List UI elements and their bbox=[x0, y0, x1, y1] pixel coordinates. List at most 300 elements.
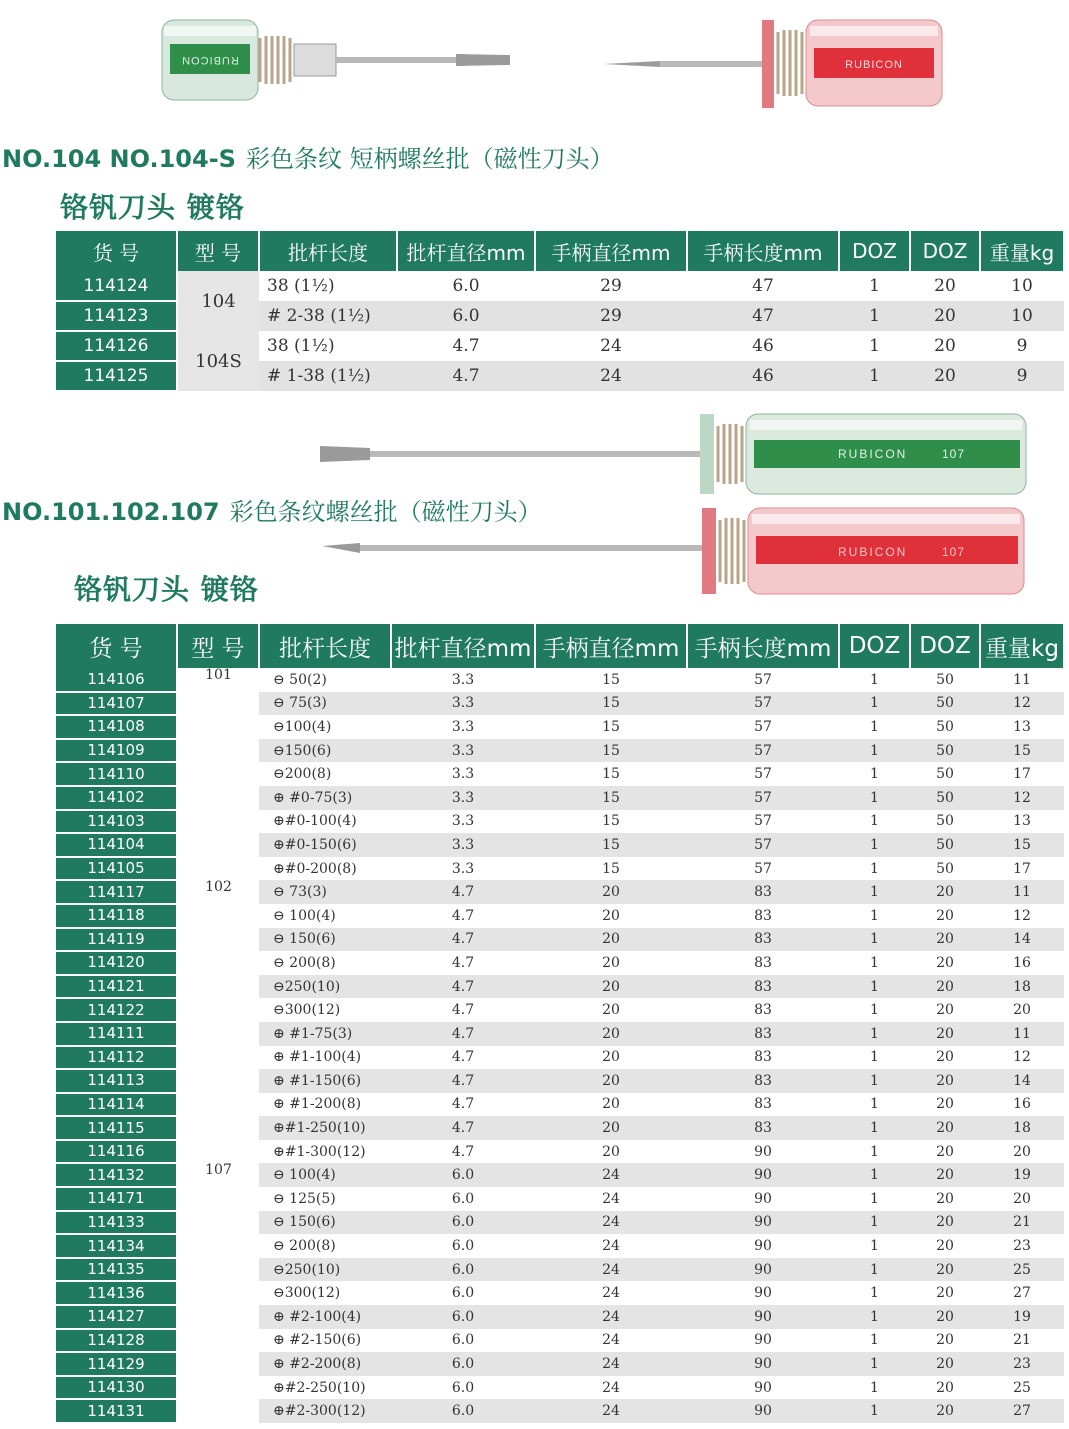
blade-diameter: 4.7 bbox=[391, 880, 535, 904]
product-code: 114121 bbox=[56, 975, 177, 999]
doz-outer: 20 bbox=[936, 1002, 954, 1019]
weight: 16 bbox=[1013, 1096, 1031, 1113]
doz-inner: 1 bbox=[839, 1163, 910, 1187]
handle-length: 46 bbox=[752, 336, 774, 356]
weight: 18 bbox=[980, 975, 1064, 999]
weight: 15 bbox=[980, 739, 1064, 763]
model-number: 107 bbox=[177, 1163, 259, 1423]
blade-diameter: 4.7 bbox=[451, 1096, 475, 1113]
doz-outer: 20 bbox=[934, 336, 956, 356]
doz-inner: 1 bbox=[839, 1211, 910, 1235]
header-blade-diameter: 批杆直径mm bbox=[391, 624, 535, 668]
handle-length: 90 bbox=[754, 1238, 772, 1255]
product-code: 114132 bbox=[56, 1163, 177, 1187]
doz-outer: 20 bbox=[936, 1096, 954, 1113]
blade-diameter: 4.7 bbox=[451, 1002, 475, 1019]
doz-inner: 1 bbox=[870, 1049, 879, 1066]
handle-length: 83 bbox=[754, 907, 772, 924]
model-number: 101 bbox=[177, 668, 259, 880]
product-code: 114107 bbox=[56, 692, 177, 716]
blade-diameter: 3.3 bbox=[451, 718, 475, 735]
blade-diameter: 4.7 bbox=[391, 928, 535, 952]
header-doz: DOZ bbox=[910, 624, 980, 668]
doz-inner: 1 bbox=[870, 1002, 879, 1019]
handle-diameter: 29 bbox=[535, 301, 687, 331]
weight: 12 bbox=[1013, 1049, 1031, 1066]
doz-outer: 20 bbox=[910, 1116, 980, 1140]
blade-diameter: 6.0 bbox=[451, 1238, 475, 1255]
product-code: 114122 bbox=[56, 998, 177, 1022]
handle-length: 90 bbox=[754, 1379, 772, 1396]
handle-diameter: 24 bbox=[602, 1379, 620, 1396]
product-code: 114103 bbox=[56, 810, 177, 834]
blade-length: ⊖ 200(8) bbox=[273, 954, 336, 971]
blade-diameter: 3.3 bbox=[391, 786, 535, 810]
product-code: 114119 bbox=[56, 928, 177, 952]
doz-inner: 1 bbox=[870, 718, 879, 735]
weight: 19 bbox=[980, 1163, 1064, 1187]
weight: 20 bbox=[1013, 1002, 1031, 1019]
blade-diameter: 6.0 bbox=[451, 1379, 475, 1396]
doz-outer: 20 bbox=[910, 975, 980, 999]
blade-length: ⊕ #2-200(8) bbox=[259, 1352, 391, 1376]
handle-length: 90 bbox=[754, 1143, 772, 1160]
table-header-row bbox=[56, 231, 1064, 271]
handle-diameter: 20 bbox=[535, 1069, 687, 1093]
product-code: 114134 bbox=[56, 1234, 177, 1258]
product-code: 114124 bbox=[56, 271, 177, 301]
handle-diameter: 24 bbox=[535, 361, 687, 391]
blade-length: ⊖300(12) bbox=[273, 1285, 341, 1302]
product-code: 114102 bbox=[56, 786, 177, 810]
blade-diameter: 6.0 bbox=[391, 1352, 535, 1376]
blade-diameter: 4.7 bbox=[451, 1143, 475, 1160]
blade-length: ⊖ 150(6) bbox=[259, 928, 391, 952]
weight: 21 bbox=[1013, 1332, 1031, 1349]
handle-diameter: 24 bbox=[602, 1190, 620, 1207]
weight: 9 bbox=[1016, 336, 1028, 356]
doz-outer: 20 bbox=[936, 907, 954, 924]
table-row bbox=[56, 331, 1064, 361]
long-green-flat-screwdriver-image bbox=[318, 410, 1030, 498]
header-handle-length: 手柄长度mm bbox=[687, 624, 839, 668]
doz-inner: 1 bbox=[870, 813, 879, 830]
handle-length: 90 bbox=[754, 1190, 772, 1207]
blade-diameter: 6.0 bbox=[391, 1258, 535, 1282]
handle-diameter: 20 bbox=[602, 1096, 620, 1113]
blade-length: ⊕#1-250(10) bbox=[259, 1116, 391, 1140]
handle-diameter: 15 bbox=[535, 833, 687, 857]
doz-inner: 1 bbox=[839, 1069, 910, 1093]
doz-outer: 50 bbox=[936, 766, 954, 783]
handle-diameter: 20 bbox=[602, 1002, 620, 1019]
doz-inner: 1 bbox=[839, 928, 910, 952]
blade-diameter: 4.7 bbox=[451, 1049, 475, 1066]
doz-inner: 1 bbox=[870, 1190, 879, 1207]
handle-length: 83 bbox=[687, 1116, 839, 1140]
product-code: 114171 bbox=[56, 1187, 177, 1211]
table-row bbox=[56, 271, 1064, 301]
weight: 12 bbox=[980, 786, 1064, 810]
doz-inner: 1 bbox=[839, 361, 910, 391]
doz-inner: 1 bbox=[839, 1399, 910, 1423]
doz-outer: 50 bbox=[910, 786, 980, 810]
handle-diameter: 24 bbox=[535, 1211, 687, 1235]
doz-outer: 20 bbox=[910, 1163, 980, 1187]
handle-length: 83 bbox=[754, 1002, 772, 1019]
weight: 15 bbox=[980, 833, 1064, 857]
doz-inner: 1 bbox=[870, 1379, 879, 1396]
doz-inner: 1 bbox=[839, 1116, 910, 1140]
blade-diameter: 3.3 bbox=[391, 739, 535, 763]
blade-length: ⊕ #2-100(4) bbox=[259, 1305, 391, 1329]
blade-length: ⊖150(6) bbox=[259, 739, 391, 763]
blade-diameter: 4.7 bbox=[391, 1069, 535, 1093]
doz-outer: 20 bbox=[910, 1258, 980, 1282]
handle-diameter: 15 bbox=[602, 671, 620, 688]
doz-outer: 50 bbox=[936, 671, 954, 688]
doz-outer: 20 bbox=[936, 1143, 954, 1160]
doz-inner: 1 bbox=[870, 860, 879, 877]
doz-outer: 20 bbox=[934, 276, 956, 296]
blade-diameter: 6.0 bbox=[391, 1305, 535, 1329]
table-row bbox=[56, 1163, 1064, 1187]
blade-diameter: 3.3 bbox=[451, 671, 475, 688]
short-red-phillips-screwdriver-image bbox=[600, 14, 950, 112]
model-number: 104S bbox=[177, 331, 259, 391]
handle-length: 90 bbox=[754, 1332, 772, 1349]
product-code: 114105 bbox=[56, 857, 177, 881]
weight: 27 bbox=[980, 1399, 1064, 1423]
doz-inner: 1 bbox=[839, 975, 910, 999]
weight: 17 bbox=[1013, 766, 1031, 783]
blade-length: 38 (1½) bbox=[267, 276, 335, 296]
weight: 12 bbox=[1013, 907, 1031, 924]
weight: 23 bbox=[980, 1352, 1064, 1376]
blade-diameter: 3.3 bbox=[451, 766, 475, 783]
brand-label: RUBICON bbox=[838, 545, 908, 559]
handle-diameter: 24 bbox=[535, 1305, 687, 1329]
blade-diameter: 3.3 bbox=[451, 813, 475, 830]
weight: 11 bbox=[980, 880, 1064, 904]
product-code: 114110 bbox=[56, 762, 177, 786]
doz-inner: 1 bbox=[870, 1285, 879, 1302]
blade-length: ⊕ #2-150(6) bbox=[273, 1332, 362, 1349]
product-code: 114125 bbox=[56, 361, 177, 391]
header-code: 货 号 bbox=[56, 231, 177, 271]
doz-inner: 1 bbox=[839, 1258, 910, 1282]
section2-subtitle: 铬钒刀头 镀铬 bbox=[74, 573, 259, 606]
product-code: 114108 bbox=[56, 715, 177, 739]
blade-length: ⊖ 100(4) bbox=[273, 907, 336, 924]
doz-outer: 20 bbox=[910, 928, 980, 952]
header-blade-length: 批杆长度 bbox=[259, 231, 397, 271]
header-handle-diameter: 手柄直径mm bbox=[535, 231, 687, 271]
weight: 25 bbox=[980, 1258, 1064, 1282]
blade-length: ⊖ 50(2) bbox=[273, 671, 327, 688]
product-code: 114131 bbox=[56, 1399, 177, 1423]
doz-outer: 20 bbox=[936, 1379, 954, 1396]
blade-length: ⊖300(12) bbox=[273, 1002, 341, 1019]
doz-inner: 1 bbox=[870, 671, 879, 688]
blade-diameter: 3.3 bbox=[391, 692, 535, 716]
handle-diameter: 15 bbox=[535, 786, 687, 810]
weight: 17 bbox=[1013, 860, 1031, 877]
weight: 14 bbox=[980, 1069, 1064, 1093]
handle-length: 47 bbox=[687, 301, 839, 331]
product-code: 114116 bbox=[56, 1140, 177, 1164]
product-code: 114127 bbox=[56, 1305, 177, 1329]
doz-outer: 20 bbox=[910, 1069, 980, 1093]
short-green-flat-screwdriver-image bbox=[160, 14, 520, 106]
product-code: 114106 bbox=[56, 668, 177, 692]
blade-diameter: 6.0 bbox=[391, 1211, 535, 1235]
weight: 18 bbox=[980, 1116, 1064, 1140]
doz-outer: 20 bbox=[910, 361, 980, 391]
weight: 12 bbox=[980, 692, 1064, 716]
weight: 25 bbox=[1013, 1379, 1031, 1396]
doz-inner: 1 bbox=[839, 1022, 910, 1046]
doz-outer: 20 bbox=[910, 1305, 980, 1329]
blade-diameter: 6.0 bbox=[397, 301, 535, 331]
product-code: 114135 bbox=[56, 1258, 177, 1282]
doz-inner: 1 bbox=[870, 907, 879, 924]
product-code: 114136 bbox=[56, 1281, 177, 1305]
blade-diameter: 4.7 bbox=[451, 907, 475, 924]
header-weight: 重量kg bbox=[980, 231, 1064, 271]
handle-length: 83 bbox=[754, 954, 772, 971]
doz-outer: 20 bbox=[910, 301, 980, 331]
header-model: 型 号 bbox=[177, 624, 259, 668]
blade-length: ⊖ 125(5) bbox=[273, 1190, 336, 1207]
handle-diameter: 29 bbox=[600, 276, 622, 296]
blade-diameter: 3.3 bbox=[451, 860, 475, 877]
weight: 21 bbox=[980, 1211, 1064, 1235]
header-handle-diameter: 手柄直径mm bbox=[535, 624, 687, 668]
product-code: 114130 bbox=[56, 1376, 177, 1400]
blade-diameter: 4.7 bbox=[452, 336, 480, 356]
doz-inner: 1 bbox=[839, 786, 910, 810]
handle-length: 90 bbox=[687, 1258, 839, 1282]
handle-length: 83 bbox=[754, 1049, 772, 1066]
weight: 20 bbox=[1013, 1143, 1031, 1160]
model-number: 104 bbox=[177, 271, 259, 331]
product-code: 114120 bbox=[56, 951, 177, 975]
blade-diameter: 6.0 bbox=[391, 1399, 535, 1423]
doz-outer: 20 bbox=[910, 1211, 980, 1235]
blade-length: ⊖100(4) bbox=[273, 718, 332, 735]
blade-length: ⊕#0-100(4) bbox=[273, 813, 357, 830]
blade-diameter: 4.7 bbox=[397, 361, 535, 391]
weight: 13 bbox=[1013, 813, 1031, 830]
doz-outer: 50 bbox=[910, 692, 980, 716]
blade-length: ⊕ #1-75(3) bbox=[259, 1022, 391, 1046]
header-blade-length: 批杆长度 bbox=[259, 624, 391, 668]
product-code: 114129 bbox=[56, 1352, 177, 1376]
weight: 9 bbox=[980, 361, 1064, 391]
header-blade-diameter: 批杆直径mm bbox=[397, 231, 535, 271]
handle-diameter: 24 bbox=[602, 1332, 620, 1349]
handle-number: 107 bbox=[942, 545, 966, 559]
handle-length: 83 bbox=[687, 975, 839, 999]
handle-length: 57 bbox=[754, 766, 772, 783]
handle-length: 57 bbox=[754, 860, 772, 877]
blade-length: ⊖ 150(6) bbox=[259, 1211, 391, 1235]
spec-table-101-102-107 bbox=[56, 624, 1065, 1424]
weight: 10 bbox=[980, 301, 1064, 331]
doz-inner: 1 bbox=[839, 880, 910, 904]
weight: 14 bbox=[980, 928, 1064, 952]
handle-length: 57 bbox=[754, 813, 772, 830]
handle-diameter: 24 bbox=[535, 1163, 687, 1187]
doz-outer: 20 bbox=[936, 1049, 954, 1066]
brand-label: RUBICON bbox=[838, 447, 908, 461]
section2-title bbox=[2, 492, 542, 527]
handle-diameter: 20 bbox=[602, 1049, 620, 1066]
spec-table-104 bbox=[56, 231, 1065, 392]
doz-inner: 1 bbox=[839, 692, 910, 716]
doz-outer: 50 bbox=[910, 833, 980, 857]
blade-length: ⊖250(10) bbox=[259, 1258, 391, 1282]
blade-diameter: 3.3 bbox=[391, 833, 535, 857]
header-model: 型 号 bbox=[177, 231, 259, 271]
handle-length: 57 bbox=[687, 739, 839, 763]
blade-length: ⊕#1-300(12) bbox=[273, 1143, 366, 1160]
handle-diameter: 20 bbox=[602, 907, 620, 924]
doz-inner: 1 bbox=[839, 739, 910, 763]
doz-inner: 1 bbox=[870, 1143, 879, 1160]
handle-length: 57 bbox=[754, 718, 772, 735]
handle-length: 90 bbox=[687, 1211, 839, 1235]
handle-length: 83 bbox=[687, 1022, 839, 1046]
weight: 23 bbox=[1013, 1238, 1031, 1255]
blade-length: ⊖200(8) bbox=[273, 766, 332, 783]
doz-inner: 1 bbox=[870, 1332, 879, 1349]
doz-outer: 20 bbox=[936, 1332, 954, 1349]
product-code: 114128 bbox=[56, 1329, 177, 1353]
product-description: 彩色条纹 短柄螺丝批（磁性刀头） bbox=[245, 145, 614, 173]
product-code: 114126 bbox=[56, 331, 177, 361]
handle-diameter: 15 bbox=[602, 766, 620, 783]
handle-diameter: 20 bbox=[535, 975, 687, 999]
doz-outer: 50 bbox=[936, 813, 954, 830]
doz-inner: 1 bbox=[870, 1096, 879, 1113]
blade-length: # 2-38 (1½) bbox=[259, 301, 397, 331]
blade-diameter: 6.0 bbox=[391, 1163, 535, 1187]
handle-diameter: 24 bbox=[535, 1399, 687, 1423]
handle-diameter: 15 bbox=[602, 813, 620, 830]
doz-inner: 1 bbox=[839, 301, 910, 331]
handle-length: 90 bbox=[754, 1285, 772, 1302]
handle-length: 57 bbox=[687, 833, 839, 857]
doz-inner: 1 bbox=[870, 954, 879, 971]
doz-inner: 1 bbox=[869, 276, 880, 296]
blade-length: ⊕#2-300(12) bbox=[259, 1399, 391, 1423]
weight: 10 bbox=[1011, 276, 1033, 296]
handle-length: 46 bbox=[687, 361, 839, 391]
weight: 20 bbox=[1013, 1190, 1031, 1207]
blade-diameter: 6.0 bbox=[451, 1285, 475, 1302]
doz-outer: 20 bbox=[936, 1285, 954, 1302]
doz-inner: 1 bbox=[839, 1305, 910, 1329]
header-code: 货 号 bbox=[56, 624, 177, 668]
section1-subtitle: 铬钒刀头 镀铬 bbox=[60, 191, 245, 224]
header-handle-length: 手柄长度mm bbox=[687, 231, 839, 271]
blade-diameter: 4.7 bbox=[391, 1022, 535, 1046]
weight: 19 bbox=[980, 1305, 1064, 1329]
doz-outer: 20 bbox=[936, 1238, 954, 1255]
handle-length: 57 bbox=[687, 786, 839, 810]
handle-length: 83 bbox=[687, 880, 839, 904]
handle-length: 90 bbox=[687, 1163, 839, 1187]
brand-label: RUBICON bbox=[845, 59, 903, 71]
handle-length: 83 bbox=[687, 928, 839, 952]
doz-outer: 50 bbox=[910, 739, 980, 763]
blade-length: ⊕ #1-200(8) bbox=[273, 1096, 362, 1113]
header-doz: DOZ bbox=[910, 231, 980, 271]
handle-diameter: 20 bbox=[535, 1022, 687, 1046]
header-doz: DOZ bbox=[839, 231, 910, 271]
header-doz: DOZ bbox=[839, 624, 910, 668]
product-code: 114118 bbox=[56, 904, 177, 928]
blade-length: ⊖250(10) bbox=[259, 975, 391, 999]
product-code: 114109 bbox=[56, 739, 177, 763]
model-numbers: NO.101.102.107 bbox=[2, 498, 220, 526]
blade-length: ⊖ 200(8) bbox=[273, 1238, 336, 1255]
product-code: 114114 bbox=[56, 1093, 177, 1117]
handle-length: 90 bbox=[687, 1305, 839, 1329]
blade-diameter: 4.7 bbox=[391, 1116, 535, 1140]
handle-diameter: 24 bbox=[535, 1258, 687, 1282]
doz-outer: 20 bbox=[936, 1190, 954, 1207]
table-header-row bbox=[56, 624, 1064, 668]
product-code: 114113 bbox=[56, 1069, 177, 1093]
blade-diameter: 6.0 bbox=[451, 1332, 475, 1349]
doz-outer: 20 bbox=[910, 1399, 980, 1423]
doz-outer: 50 bbox=[936, 718, 954, 735]
blade-length: ⊕#0-150(6) bbox=[259, 833, 391, 857]
weight: 13 bbox=[1013, 718, 1031, 735]
handle-diameter: 20 bbox=[535, 1116, 687, 1140]
weight: 11 bbox=[980, 1022, 1064, 1046]
blade-length: ⊕ #0-75(3) bbox=[259, 786, 391, 810]
handle-number: 107 bbox=[942, 447, 966, 461]
blade-length: ⊖ 75(3) bbox=[259, 692, 391, 716]
doz-outer: 20 bbox=[910, 1352, 980, 1376]
section1-title bbox=[2, 139, 614, 174]
doz-inner: 1 bbox=[870, 766, 879, 783]
doz-outer: 20 bbox=[936, 954, 954, 971]
handle-diameter: 15 bbox=[535, 692, 687, 716]
blade-length: # 1-38 (1½) bbox=[259, 361, 397, 391]
handle-length: 57 bbox=[687, 692, 839, 716]
handle-diameter: 20 bbox=[535, 928, 687, 952]
blade-diameter: 4.7 bbox=[451, 954, 475, 971]
blade-length: ⊕ #1-150(6) bbox=[259, 1069, 391, 1093]
table-row bbox=[56, 880, 1064, 904]
handle-diameter: 20 bbox=[602, 954, 620, 971]
product-code: 114111 bbox=[56, 1022, 177, 1046]
doz-outer: 20 bbox=[910, 880, 980, 904]
doz-inner: 1 bbox=[839, 833, 910, 857]
handle-diameter: 24 bbox=[602, 1285, 620, 1302]
model-numbers: NO.104 NO.104-S bbox=[2, 145, 236, 173]
doz-inner: 1 bbox=[839, 1352, 910, 1376]
doz-outer: 20 bbox=[910, 1022, 980, 1046]
blade-diameter: 4.7 bbox=[391, 975, 535, 999]
handle-diameter: 24 bbox=[535, 1352, 687, 1376]
handle-length: 83 bbox=[754, 1096, 772, 1113]
